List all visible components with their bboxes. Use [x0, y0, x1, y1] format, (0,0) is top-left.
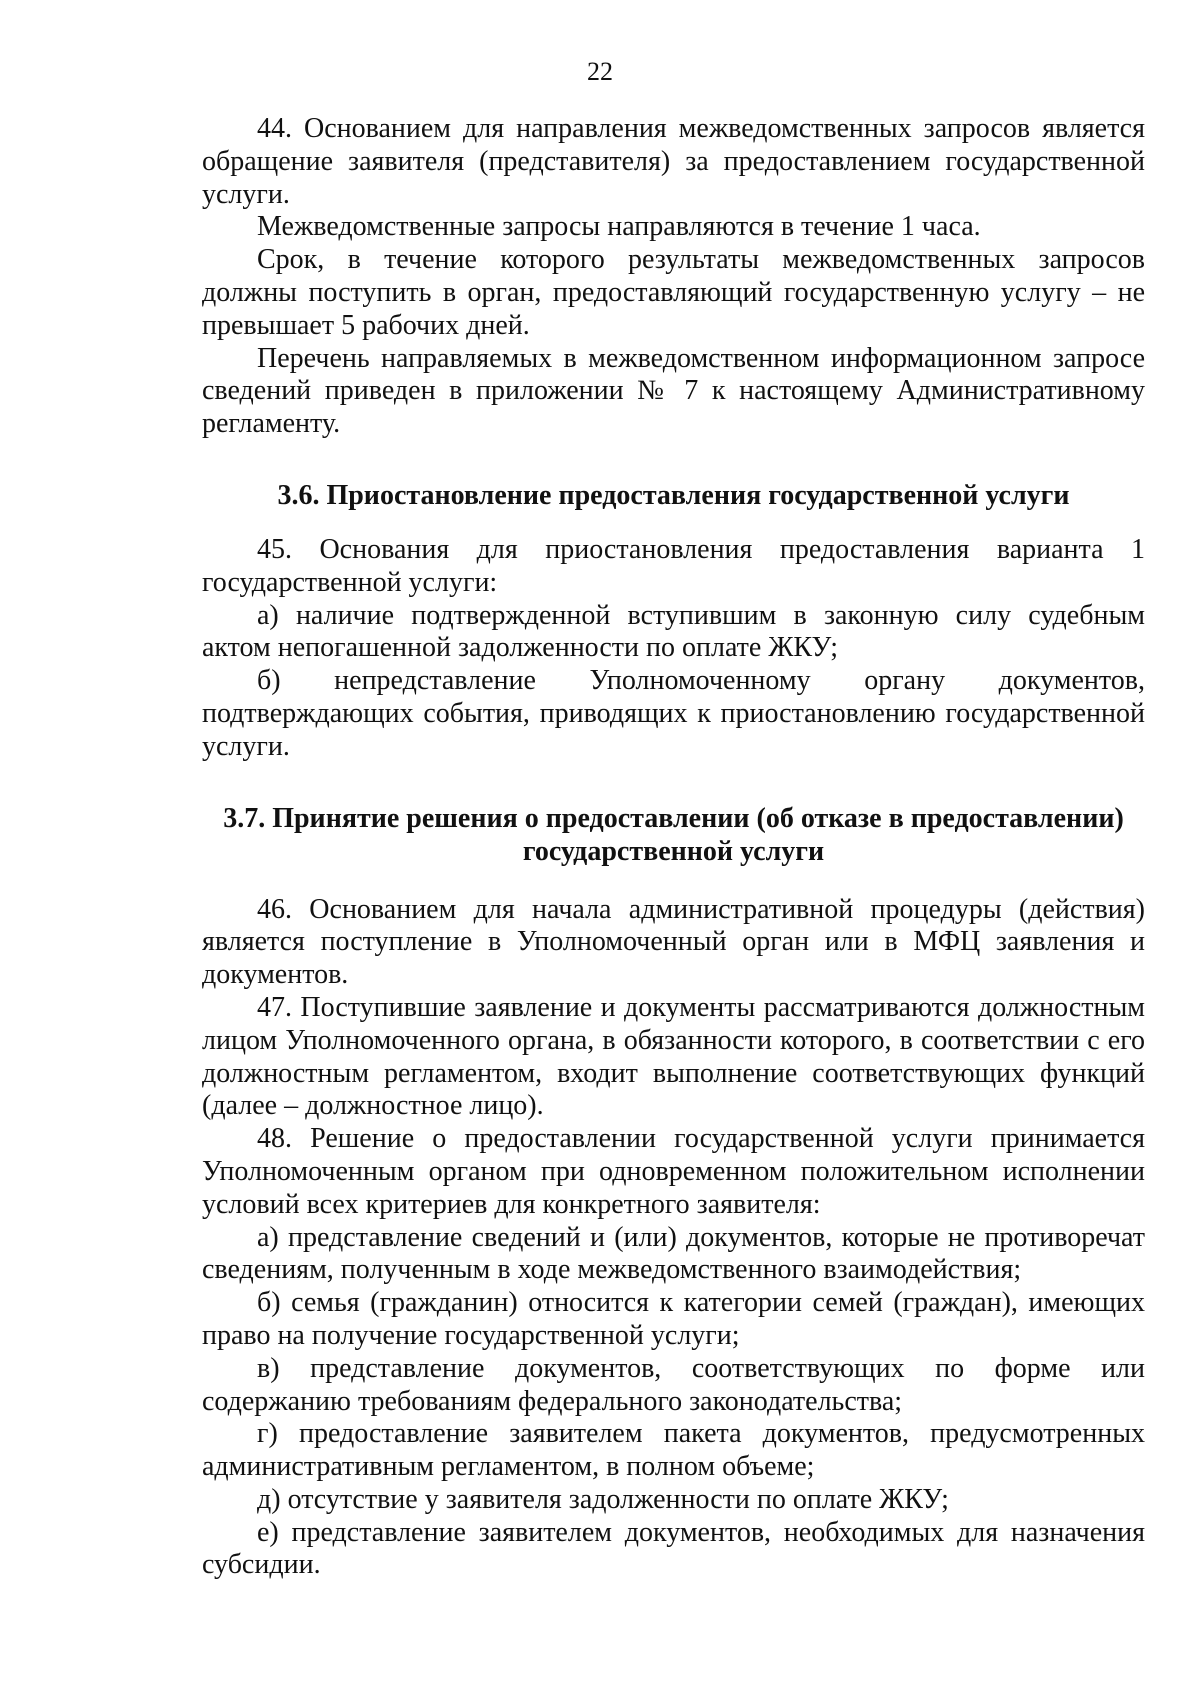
paragraph-48-v: в) представление документов, соответствующих по форме или содержанию требованиям федерального законодательства;	[202, 1352, 1145, 1417]
paragraph-45: 45. Основания для приостановления предоставления варианта 1 государственной услуги:	[202, 533, 1145, 598]
paragraph-47: 47. Поступившие заявление и документы рассматриваются должностным лицом Уполномоченного органа, в обязанности которого, в соответствии с его должностным регламентом, входит выполнение соответствующих функций (далее – должностное лицо).	[202, 991, 1145, 1122]
paragraph-46: 46. Основанием для начала административной процедуры (действия) является поступление в Уполномоченный орган или в МФЦ заявления и документов.	[202, 893, 1145, 991]
paragraph-48: 48. Решение о предоставлении государственной услуги принимается Уполномоченным органом при одновременном положительном исполнении условий всех критериев для конкретного заявителя:	[202, 1123, 1145, 1220]
section-heading-3-6: 3.6. Приостановление предоставления государственной услуги	[277, 479, 1070, 511]
paragraph-48-g: г) предоставление заявителем пакета документов, предусмотренных административным регламентом, в полном объеме;	[202, 1418, 1145, 1483]
section-heading-3-7-line2: государственной услуги	[522, 835, 825, 867]
paragraph-info-list: Перечень направляемых в межведомственном информационном запросе сведений приведен в приложении № 7 к настоящему Административному регламенту.	[202, 342, 1145, 440]
paragraph-44: 44. Основанием для направления межведомственных запросов является обращение заявителя (представителя) за предоставлением государственной услуги.	[202, 113, 1145, 210]
paragraph-48-d: д) отсутствие у заявителя задолженности по оплате ЖКУ;	[257, 1483, 949, 1515]
section-heading-3-7	[202, 802, 1145, 868]
paragraph-requests-time: Межведомственные запросы направляются в течение 1 часа.	[257, 211, 981, 243]
paragraph-45-b: б) непредставление Уполномоченному органу документов, подтверждающих события, приводящих к приостановлению государственной услуги.	[202, 665, 1145, 762]
paragraph-48-a: а) представление сведений и (или) документов, которые не противоречат сведениям, полученным в ходе межведомственного взаимодействия;	[202, 1221, 1145, 1286]
paragraph-results-term: Срок, в течение которого результаты межведомственных запросов должны поступить в орган, предоставляющий государственную услугу – не превышает 5 рабочих дней.	[202, 244, 1145, 341]
paragraph-48-b: б) семья (гражданин) относится к категории семей (граждан), имеющих право на получение государственной услуги;	[202, 1287, 1145, 1351]
page-content	[202, 113, 1145, 1582]
paragraph-45-a: а) наличие подтвержденной вступившим в законную силу судебным актом непогашенной задолженности по оплате ЖКУ;	[202, 599, 1145, 664]
page-number: 22	[587, 57, 613, 86]
section-heading-3-7-line1: 3.7. Принятие решения о предоставлении (об отказе в предоставлении)	[223, 802, 1124, 834]
paragraph-48-e: е) представление заявителем документов, необходимых для назначения субсидии.	[202, 1516, 1145, 1581]
